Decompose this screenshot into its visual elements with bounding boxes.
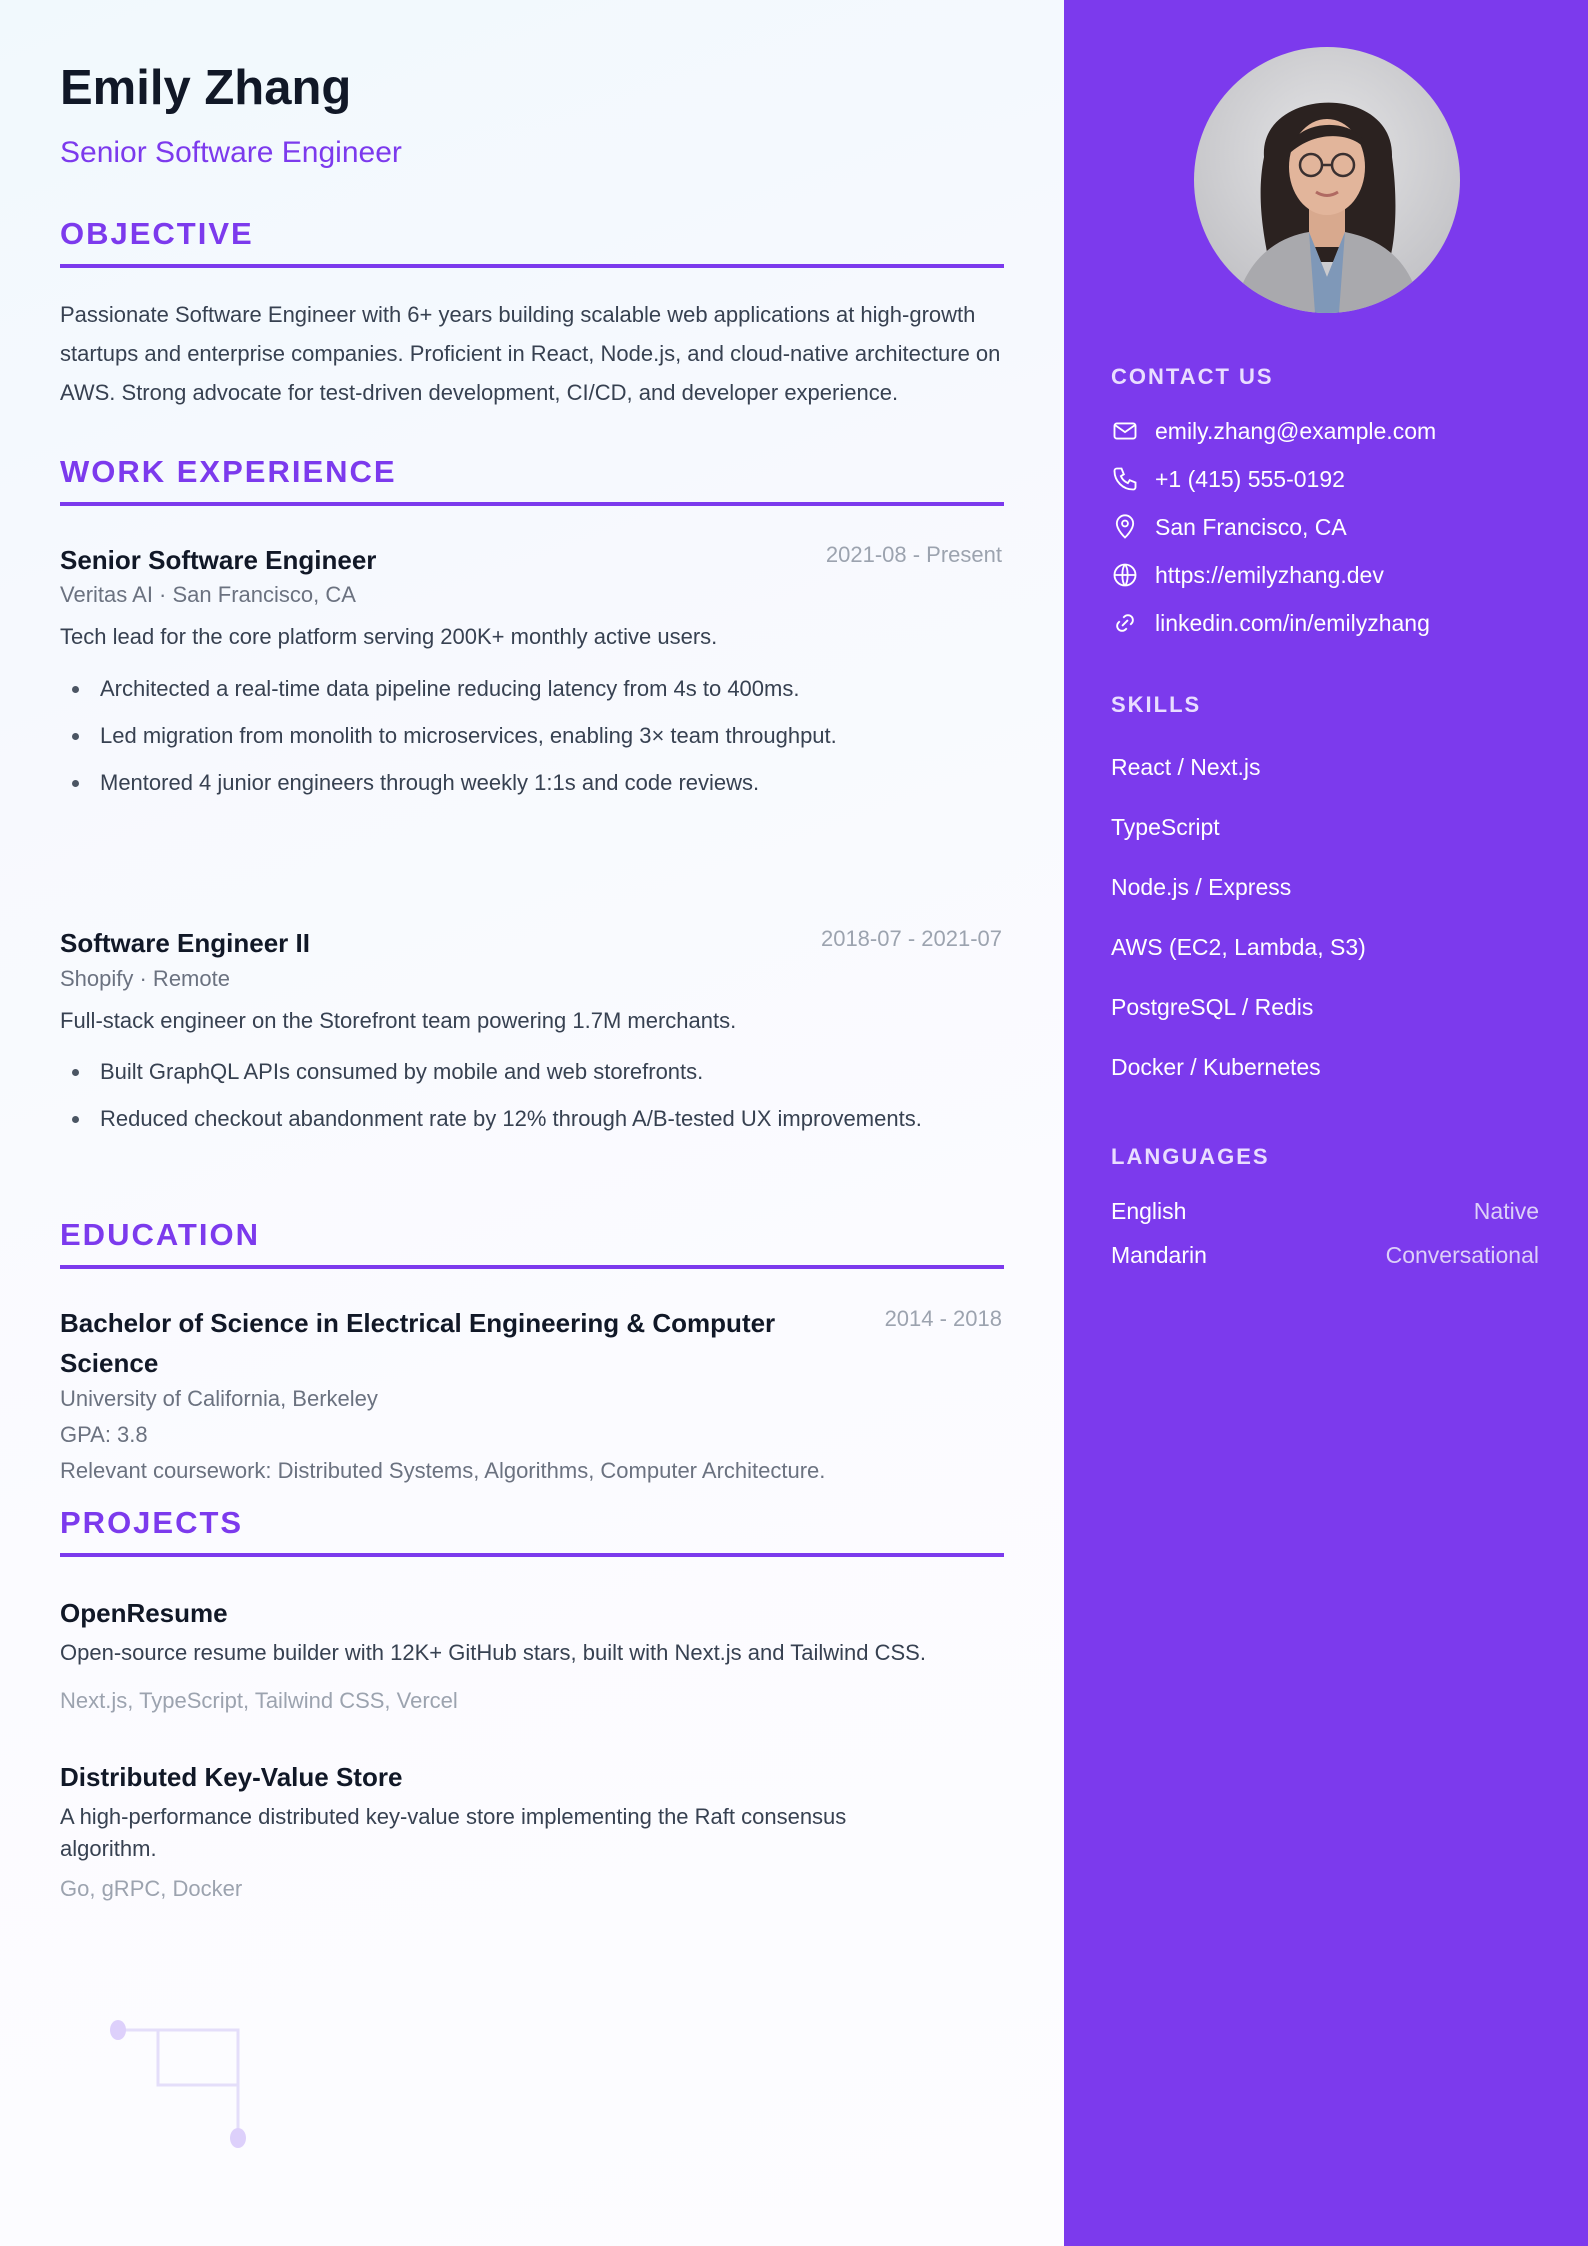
- project-name: Distributed Key-Value Store: [60, 1762, 403, 1792]
- contact-website-text: https://emilyzhang.dev: [1155, 561, 1384, 588]
- education-dates: 2014 - 2018: [884, 1306, 1002, 1331]
- project-tech: Go, gRPC, Docker: [60, 1876, 243, 1901]
- decorative-circuit-icon: [108, 2010, 248, 2160]
- skill-item: Docker / Kubernetes: [1111, 1054, 1321, 1080]
- contact-email[interactable]: [1111, 415, 1436, 447]
- language-name: Mandarin: [1111, 1242, 1207, 1268]
- list-item: Reduced checkout abandonment rate by 12% through A/B-tested UX improvements.: [60, 1103, 1004, 1150]
- contact-phone[interactable]: [1111, 463, 1345, 495]
- contact-website[interactable]: [1111, 559, 1384, 591]
- section-title-work: WORK EXPERIENCE: [60, 454, 1004, 506]
- contact-phone-text: +1 (415) 555-0192: [1155, 465, 1345, 492]
- contact-linkedin[interactable]: [1111, 607, 1430, 639]
- job-title: Senior Software Engineer: [60, 545, 377, 575]
- language-level: Conversational: [1385, 1242, 1539, 1268]
- link-icon: [1111, 609, 1139, 637]
- section-title-education: EDUCATION: [60, 1217, 1004, 1269]
- sidebar: [1064, 0, 1588, 2246]
- contact-linkedin-text: linkedin.com/in/emilyzhang: [1155, 609, 1430, 636]
- list-item: Led migration from monolith to microservices, enabling 3× team throughput.: [60, 720, 1004, 767]
- location-pin-icon: [1111, 513, 1139, 541]
- skill-item: Node.js / Express: [1111, 874, 1292, 900]
- job-company: Veritas AI · San Francisco, CA: [60, 582, 356, 607]
- avatar: [1194, 47, 1460, 313]
- objective-text: Passionate Software Engineer with 6+ years building scalable web applications at high-growth startups and enterprise companies. Proficient in React, Node.js, and cloud-native architecture on AWS. Strong advocate for test-driven development, CI/CD, and developer experience.: [60, 302, 1001, 405]
- globe-icon: [1111, 561, 1139, 589]
- contact-location: [1111, 511, 1347, 543]
- contact-location-text: San Francisco, CA: [1155, 513, 1347, 540]
- job-bullets: [60, 673, 1004, 814]
- project-name: OpenResume: [60, 1598, 228, 1628]
- contact-title: CONTACT US: [1111, 364, 1274, 389]
- project-tech: Next.js, TypeScript, Tailwind CSS, Vercel: [60, 1688, 458, 1713]
- language-row: [1111, 1242, 1539, 1269]
- project-desc-line-1: A high-performance distributed key-value store implementing the Raft consensus: [60, 1804, 847, 1829]
- languages-title: LANGUAGES: [1111, 1144, 1270, 1169]
- school-name: University of California, Berkeley: [60, 1386, 378, 1411]
- candidate-name: Emily Zhang: [60, 61, 352, 115]
- language-level: Native: [1473, 1198, 1539, 1224]
- skill-item: TypeScript: [1111, 814, 1220, 840]
- list-item: Mentored 4 junior engineers through weekly 1:1s and code reviews.: [60, 767, 1004, 814]
- skill-item: AWS (EC2, Lambda, S3): [1111, 934, 1366, 960]
- project-desc-line-2: algorithm.: [60, 1836, 157, 1861]
- list-item: Built GraphQL APIs consumed by mobile and web storefronts.: [60, 1056, 1004, 1103]
- gpa: GPA: 3.8: [60, 1422, 148, 1447]
- language-row: [1111, 1198, 1539, 1225]
- skill-item: PostgreSQL / Redis: [1111, 994, 1314, 1020]
- degree-line-1: Bachelor of Science in Electrical Engineering & Computer: [60, 1308, 776, 1338]
- list-item: Architected a real-time data pipeline reducing latency from 4s to 400ms.: [60, 673, 1004, 720]
- job-company: Shopify · Remote: [60, 966, 230, 991]
- candidate-role: Senior Software Engineer: [60, 136, 402, 169]
- coursework: Relevant coursework: Distributed Systems, Algorithms, Computer Architecture.: [60, 1458, 826, 1483]
- job-dates: 2021-08 - Present: [825, 542, 1002, 567]
- degree-line-2: Science: [60, 1348, 159, 1378]
- profile-photo: [1194, 47, 1460, 313]
- language-name: English: [1111, 1198, 1187, 1224]
- section-title-projects: PROJECTS: [60, 1505, 1004, 1557]
- project-desc: Open-source resume builder with 12K+ GitHub stars, built with Next.js and Tailwind CSS.: [60, 1640, 926, 1665]
- phone-icon: [1111, 465, 1139, 493]
- job-summary: Full-stack engineer on the Storefront team powering 1.7M merchants.: [60, 1008, 737, 1033]
- contact-email-text: emily.zhang@example.com: [1155, 417, 1437, 444]
- job-dates: 2018-07 - 2021-07: [820, 926, 1002, 951]
- skills-title: SKILLS: [1111, 692, 1202, 717]
- job-title: Software Engineer II: [60, 928, 310, 958]
- section-title-objective: OBJECTIVE: [60, 216, 1004, 268]
- mail-icon: [1111, 417, 1139, 445]
- job-summary: Tech lead for the core platform serving 200K+ monthly active users.: [60, 624, 718, 649]
- skill-item: React / Next.js: [1111, 754, 1261, 780]
- job-bullets: [60, 1056, 1004, 1150]
